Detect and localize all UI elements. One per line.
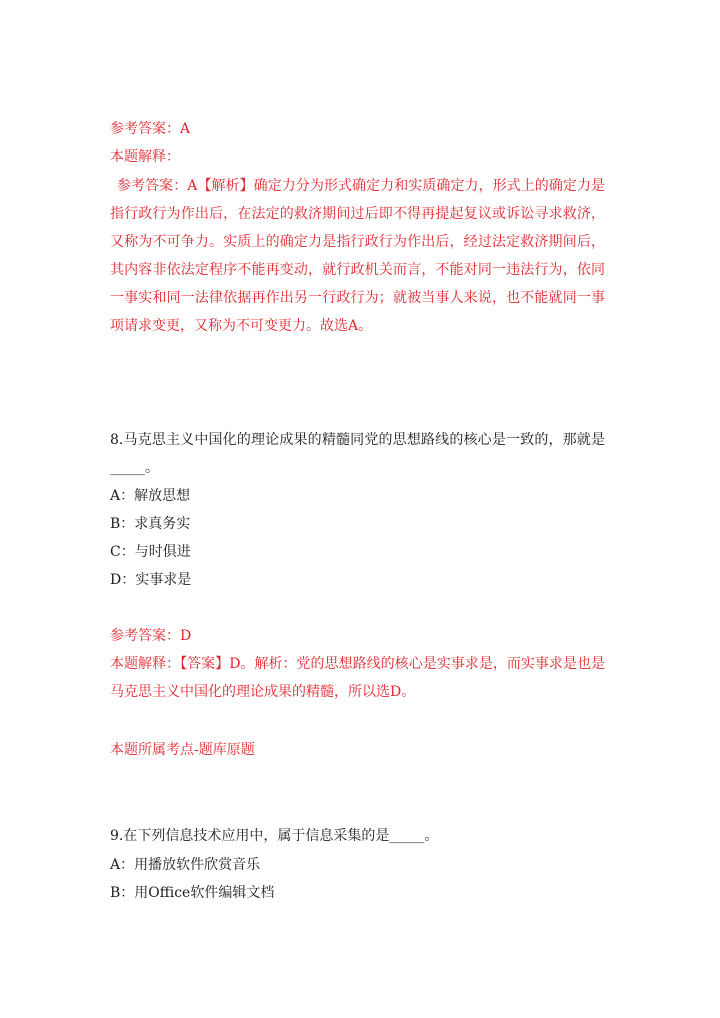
q7-explain-label: 本题解释： bbox=[110, 149, 180, 165]
q8-explain: 本题解释：【答案】D。解析：党的思想路线的核心是实事求是，而实事求是也是马克思主义中国化的理论成果的精髓，所以选D。 bbox=[110, 656, 605, 700]
q8-stem: 8.马克思主义中国化的理论成果的精髓同党的思想路线的核心是一致的，那就是_____。 bbox=[110, 432, 605, 476]
q9-option-b: B：用Office软件编辑文档 bbox=[110, 885, 275, 901]
q8-option-b: B：求真务实 bbox=[110, 516, 191, 532]
q7-answer: 参考答案：A bbox=[110, 121, 191, 137]
q8-source: 本题所属考点-题库原题 bbox=[110, 742, 255, 758]
q9-stem: 9.在下列信息技术应用中，属于信息采集的是_____。 bbox=[110, 828, 439, 844]
q9-option-a: A：用播放软件欣赏音乐 bbox=[110, 857, 261, 873]
q7-explain-text: 参考答案：A【解析】确定力分为形式确定力和实质确定力，形式上的确定力是指行政行为作出后，在法定的救济期间过后即不得再提起复议或诉讼寻求救济，又称为不可争力。实质上的确定力是指行政行为作出后，经过法定救济期间后，其内容非依法定程序不能再变动，就行政机关而言，不能对同一违法行为，依同一事实和同一法律依据再作出另一行政行为；就被当事人来说，也不能就同一事项请求变更，又称为不可变更力。故选A。 bbox=[110, 178, 605, 334]
q8-answer: 参考答案：D bbox=[110, 628, 192, 644]
q8-option-d: D：实事求是 bbox=[110, 572, 192, 588]
q8-option-c: C：与时俱进 bbox=[110, 544, 191, 560]
q8-option-a: A：解放思想 bbox=[110, 488, 191, 504]
